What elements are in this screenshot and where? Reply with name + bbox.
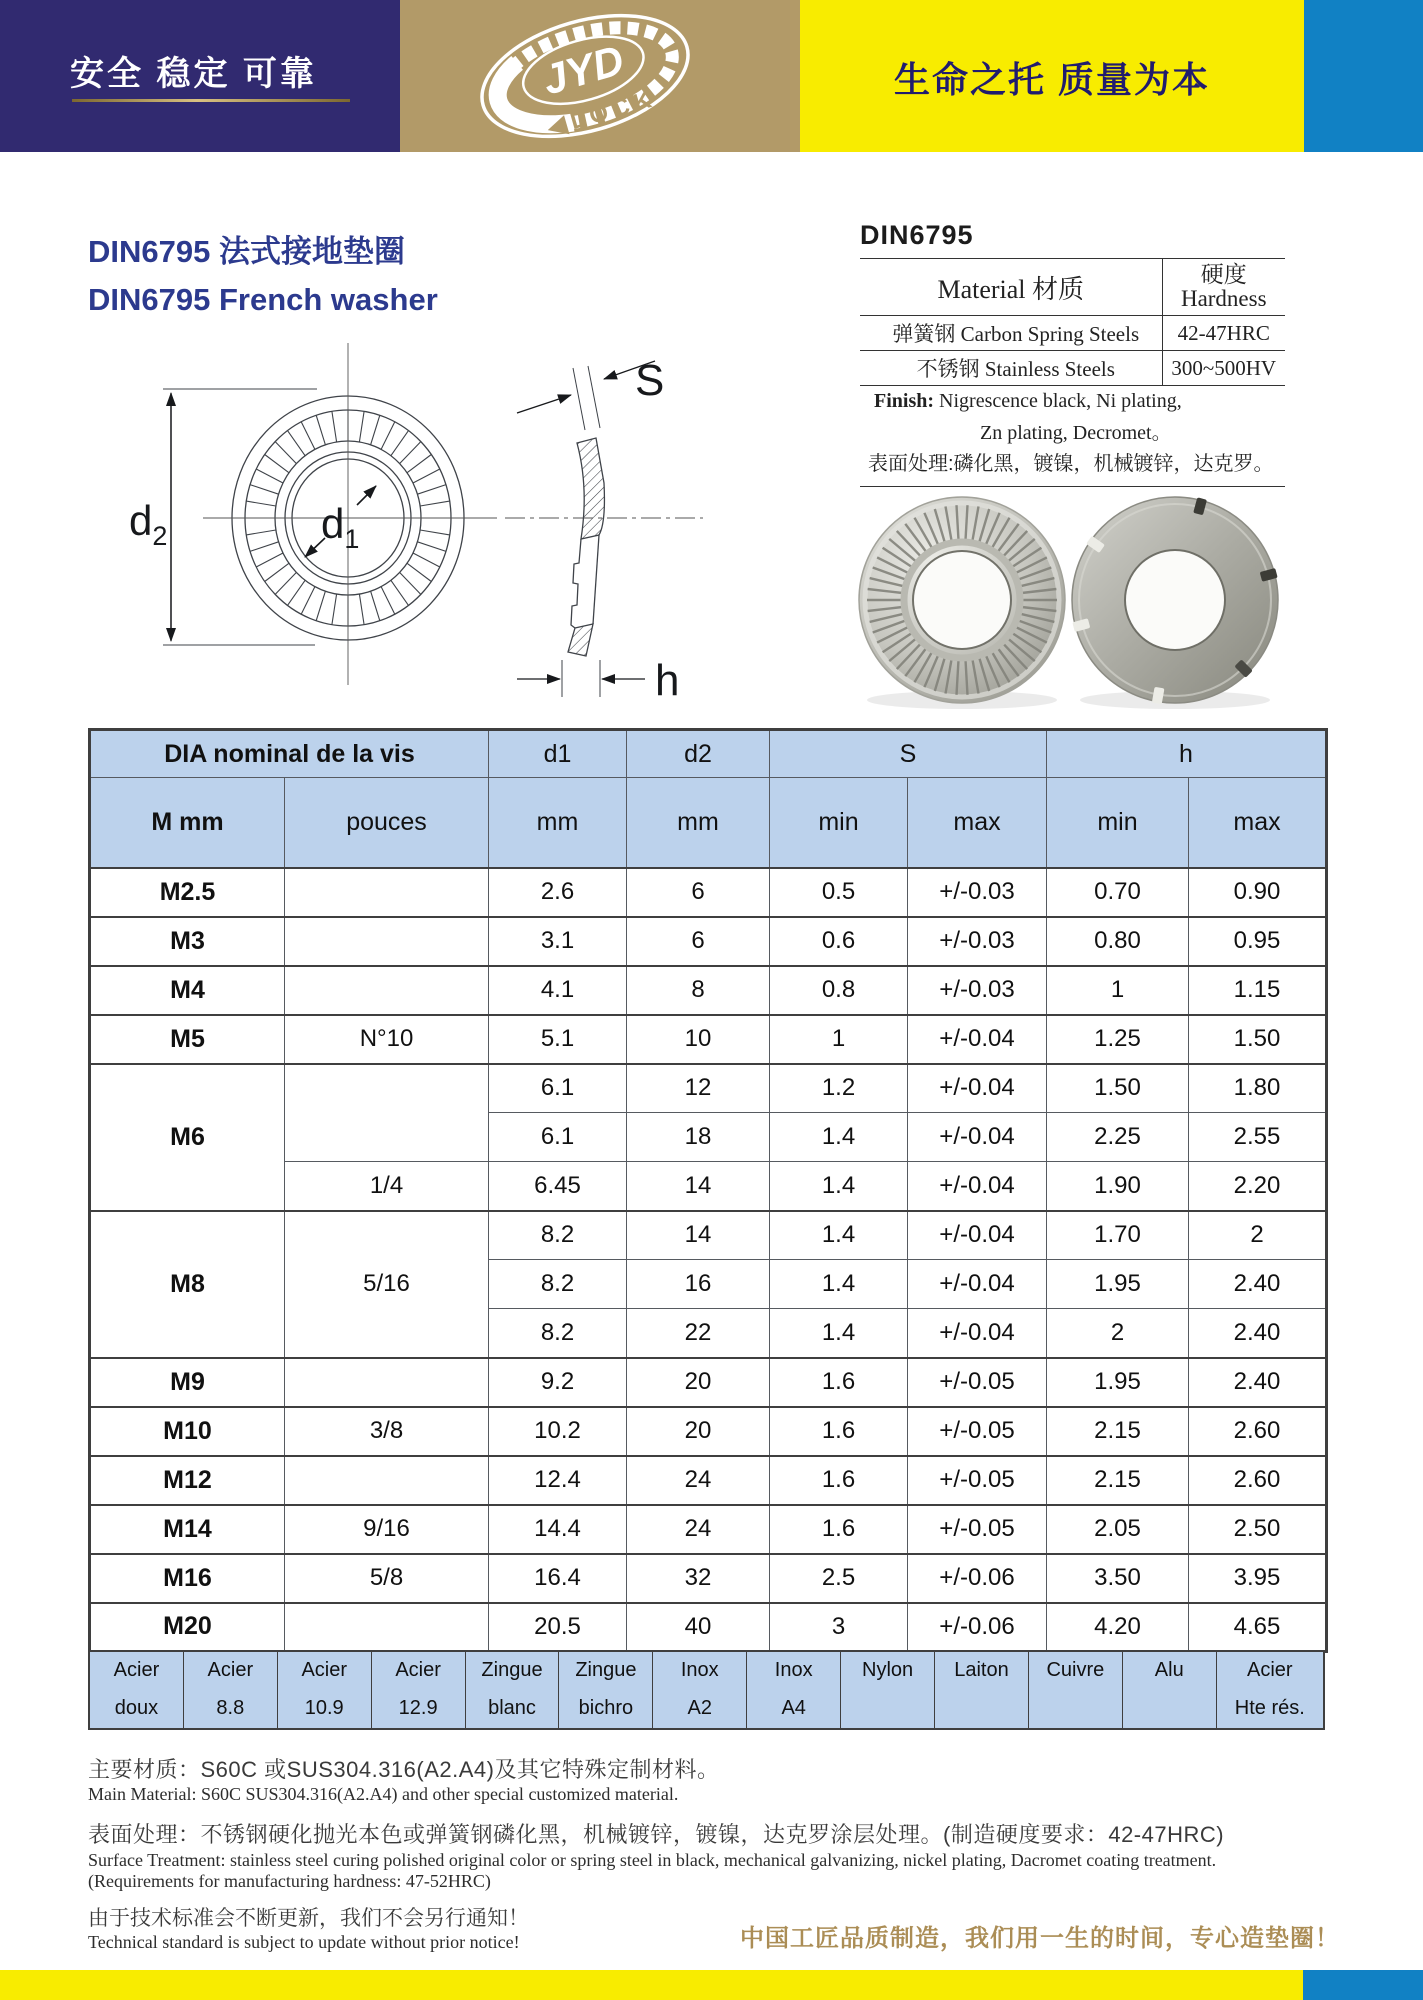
band-text: blanc xyxy=(488,1697,536,1719)
dim-cell: +/-0.03 xyxy=(908,917,1047,966)
dim-cell: 14.4 xyxy=(489,1505,627,1554)
serration-line xyxy=(265,563,289,581)
finish-line3: 表面处理:磷化黑，镀镍，机械镀锌，达克罗。 xyxy=(868,453,1274,475)
dim-cell: 32 xyxy=(627,1554,770,1603)
dim-cell: +/-0.03 xyxy=(908,966,1047,1015)
dim-cell xyxy=(285,966,489,1015)
col-mmm: M mm xyxy=(90,778,285,868)
dim-table-row xyxy=(90,1456,1327,1505)
surface-treatment-note-cn: 表面处理：不锈钢硬化抛光本色或弹簧钢磷化黑，机械镀锌，镀镍，达克罗涂层处理。(制造硬度要求：42-47HRC) xyxy=(88,1822,1225,1847)
col-hmax: max xyxy=(1189,778,1327,868)
dim-cell: 2.6 xyxy=(489,868,627,917)
serration-line xyxy=(400,572,421,594)
material-band-cell xyxy=(935,1652,1029,1728)
hardness-row-value: 42-47HRC xyxy=(1162,316,1285,351)
material-band-cell xyxy=(90,1652,184,1728)
size-cell: M3 xyxy=(90,917,285,966)
hardness-row-value: 300~500HV xyxy=(1162,351,1285,386)
dim-cell: 0.8 xyxy=(770,966,908,1015)
dim-cell: 8 xyxy=(627,966,770,1015)
dim-cell: 1.4 xyxy=(770,1309,908,1358)
dim-cell: 3/8 xyxy=(285,1407,489,1456)
dim-cell: +/-0.04 xyxy=(908,1113,1047,1162)
col-mm2: mm xyxy=(627,778,770,868)
band-text: Inox xyxy=(680,1659,719,1681)
main-material-note-cn: 主要材质：S60C 或SUS304.316(A2.A4)及其它特殊定制材料。 xyxy=(88,1757,720,1782)
d2-label: $d_2$ xyxy=(129,497,168,551)
serration-line xyxy=(407,563,431,581)
serration-line xyxy=(246,530,276,535)
dim-cell: 2.60 xyxy=(1189,1407,1327,1456)
dim-cell xyxy=(285,1358,489,1407)
serration-line xyxy=(256,553,283,567)
material-band-cell xyxy=(466,1652,560,1728)
dim-table-row xyxy=(90,1554,1327,1603)
dim-table-header2 xyxy=(90,778,1327,868)
dim-cell: 1.6 xyxy=(770,1358,908,1407)
serration-line xyxy=(256,469,283,483)
dim-cell: 2 xyxy=(1047,1309,1189,1358)
size-cell: M20 xyxy=(90,1603,285,1652)
band-text: Cuivre xyxy=(1046,1659,1105,1681)
serration-line xyxy=(359,411,364,442)
size-cell: M4 xyxy=(90,966,285,1015)
size-cell: M12 xyxy=(90,1456,285,1505)
h-label: h xyxy=(655,656,680,703)
band-text xyxy=(1073,1697,1079,1720)
dim-cell: 0.90 xyxy=(1189,868,1327,917)
spec-heading: DIN6795 xyxy=(860,220,974,250)
serration-line xyxy=(371,415,380,445)
dim-cell: 0.6 xyxy=(770,917,908,966)
banner-slogan-right: 生命之托 质量为本 xyxy=(893,59,1210,100)
dim-cell: 9/16 xyxy=(285,1505,489,1554)
dim-cell: 6 xyxy=(627,917,770,966)
smooth-washer-image xyxy=(1072,497,1278,709)
dim-cell: 0.5 xyxy=(770,868,908,917)
finish-block xyxy=(860,390,1285,487)
dim-table-row xyxy=(90,1505,1327,1554)
hardness-en: Hardness xyxy=(1180,286,1267,311)
hardness-cn: 硬度 xyxy=(1200,261,1247,287)
serration-line xyxy=(359,594,364,625)
dim-table-row xyxy=(90,1015,1327,1064)
serration-line xyxy=(246,501,276,506)
washer-technical-drawing xyxy=(85,283,725,703)
dim-table-row xyxy=(90,1211,1327,1260)
dim-cell: 1.4 xyxy=(770,1113,908,1162)
dim-table-row xyxy=(90,1407,1327,1456)
hardness-requirement-note: (Requirements for manufacturing hardness: 47-52HRC) xyxy=(88,1871,491,1891)
dim-table-row xyxy=(90,1603,1327,1652)
material-band-cell xyxy=(841,1652,935,1728)
col-d1: d1 xyxy=(489,730,627,778)
serration-line xyxy=(381,422,395,450)
col-dia: DIA nominal de la vis xyxy=(90,730,489,778)
update-notice-en: Technical standard is subject to update without prior notice! xyxy=(88,1932,520,1952)
dim-cell: 1.15 xyxy=(1189,966,1327,1015)
dim-cell: +/-0.05 xyxy=(908,1505,1047,1554)
band-text: 8.8 xyxy=(216,1697,245,1719)
serration-line xyxy=(391,431,409,456)
band-text: Acier xyxy=(301,1659,348,1681)
dim-cell xyxy=(285,917,489,966)
dim-cell: 20.5 xyxy=(489,1603,627,1652)
band-text: Zingue xyxy=(575,1659,637,1681)
dim-table-row xyxy=(90,1358,1327,1407)
col-pouces: pouces xyxy=(285,778,489,868)
size-cell: M2.5 xyxy=(90,868,285,917)
band-text: Acier xyxy=(395,1659,441,1681)
dim-cell: 3.95 xyxy=(1189,1554,1327,1603)
size-cell: M9 xyxy=(90,1358,285,1407)
strip-yellow xyxy=(0,1970,1303,2000)
dim-cell: 2.25 xyxy=(1047,1113,1189,1162)
band-text: 10.9 xyxy=(304,1697,344,1719)
dim-cell: 2 xyxy=(1189,1211,1327,1260)
dim-cell: 1.4 xyxy=(770,1211,908,1260)
gold-underline xyxy=(72,99,350,102)
material-row-value: 弹簧钢 Carbon Spring Steels xyxy=(860,316,1162,351)
material-band-cell xyxy=(1217,1652,1323,1728)
dim-cell: 8.2 xyxy=(489,1309,627,1358)
dimension-table xyxy=(88,728,1328,1653)
dim-cell: +/-0.06 xyxy=(908,1603,1047,1652)
size-cell: M6 xyxy=(90,1064,285,1211)
dim-cell: 2.60 xyxy=(1189,1456,1327,1505)
dim-cell: +/-0.04 xyxy=(908,1015,1047,1064)
footer-slogan: 中国工匠品质制造，我们用一生的时间，专心造垫圈！ xyxy=(740,1925,1340,1952)
serration-line xyxy=(316,415,325,445)
bottom-strip xyxy=(0,1970,1423,2000)
dim-cell: 1.6 xyxy=(770,1407,908,1456)
dim-cell: 40 xyxy=(627,1603,770,1652)
size-cell: M16 xyxy=(90,1554,285,1603)
col-h: h xyxy=(1047,730,1327,778)
dim-cell: 2.05 xyxy=(1047,1505,1189,1554)
dim-cell: 24 xyxy=(627,1505,770,1554)
dim-cell: 4.20 xyxy=(1047,1603,1189,1652)
serration-line xyxy=(420,530,450,535)
surface-treatment-note-en: Surface Treatment: stainless steel curing polished original color or spring steel in black, mechanical galvanizing, nickel plating, Dacromet coating treatment. xyxy=(88,1850,1217,1870)
dim-cell: 6.1 xyxy=(489,1064,627,1113)
band-text: doux xyxy=(114,1697,159,1719)
dim-cell: 0.70 xyxy=(1047,868,1189,917)
serration-line xyxy=(407,455,431,473)
dim-cell: 24 xyxy=(627,1456,770,1505)
dim-cell: 0.80 xyxy=(1047,917,1189,966)
main-material-note-en: Main Material: S60C SUS304.316(A2.A4) and other special customized material. xyxy=(88,1784,679,1804)
band-text: Alu xyxy=(1154,1659,1184,1681)
dim-cell: 2.40 xyxy=(1189,1260,1327,1309)
dim-table-row xyxy=(90,1064,1327,1113)
serration-line xyxy=(332,594,337,625)
material-band-cell xyxy=(1029,1652,1123,1728)
band-text: Acier xyxy=(113,1659,160,1681)
dim-cell: 2.55 xyxy=(1189,1113,1327,1162)
dim-cell: 20 xyxy=(627,1407,770,1456)
serration-line xyxy=(288,580,306,605)
dim-cell: 0.95 xyxy=(1189,917,1327,966)
serration-line xyxy=(301,422,315,450)
dim-cell: 2.15 xyxy=(1047,1456,1189,1505)
material-band-cell xyxy=(278,1652,372,1728)
dim-cell: 1.50 xyxy=(1047,1064,1189,1113)
dim-cell: 1.90 xyxy=(1047,1162,1189,1211)
finish-label: Finish: xyxy=(874,390,935,412)
page-title-cn: DIN6795 法式接地垫圈 xyxy=(88,234,405,269)
dim-cell: 8.2 xyxy=(489,1211,627,1260)
serration-line xyxy=(265,455,289,473)
band-text: A4 xyxy=(781,1697,806,1719)
serration-line xyxy=(301,587,315,615)
band-text: Acier xyxy=(207,1659,254,1681)
band-text: 12.9 xyxy=(398,1697,438,1719)
band-text: Inox xyxy=(774,1659,813,1681)
finish-line1 xyxy=(860,390,1285,413)
col-smin: min xyxy=(770,778,908,868)
material-row-value: 不锈钢 Stainless Steels xyxy=(860,351,1162,386)
s-label: S xyxy=(635,356,665,405)
serration-line xyxy=(316,591,325,621)
dim-cell: 1.95 xyxy=(1047,1260,1189,1309)
material-col-header: Material 材质 xyxy=(860,259,1162,316)
col-hmin: min xyxy=(1047,778,1189,868)
band-text: bichro xyxy=(578,1697,634,1719)
serration-line xyxy=(250,485,279,495)
dim-cell: 20 xyxy=(627,1358,770,1407)
col-smax: max xyxy=(908,778,1047,868)
material-band-cell xyxy=(372,1652,466,1728)
dim-cell: 14 xyxy=(627,1162,770,1211)
dim-table-header1 xyxy=(90,730,1327,778)
dim-table-row xyxy=(90,917,1327,966)
dim-cell: 14 xyxy=(627,1211,770,1260)
dim-cell: 18 xyxy=(627,1113,770,1162)
banner-blue-block xyxy=(1304,0,1423,152)
serration-line xyxy=(275,442,296,464)
col-d2: d2 xyxy=(627,730,770,778)
serration-line xyxy=(391,580,409,605)
finish-line2: Zn plating, Decromet。 xyxy=(980,422,1172,444)
dim-cell: 1.4 xyxy=(770,1162,908,1211)
dim-cell: 2.15 xyxy=(1047,1407,1189,1456)
dim-table-row xyxy=(90,966,1327,1015)
dim-cell: 1.80 xyxy=(1189,1064,1327,1113)
band-text xyxy=(885,1697,891,1720)
top-banner xyxy=(0,0,1423,152)
dim-cell: 1.70 xyxy=(1047,1211,1189,1260)
update-notice-cn: 由于技术标准会不断更新，我们不会另行通知！ xyxy=(88,1907,529,1930)
band-text xyxy=(1166,1697,1172,1720)
serration-line xyxy=(417,485,446,495)
svg-text:JYD: JYD xyxy=(537,35,629,104)
dim-cell: 10 xyxy=(627,1015,770,1064)
material-hardness-table xyxy=(860,258,1285,386)
serration-line xyxy=(250,542,279,552)
serration-line xyxy=(288,431,306,456)
dim-cell: 5/8 xyxy=(285,1554,489,1603)
dim-cell: +/-0.06 xyxy=(908,1554,1047,1603)
serration-line xyxy=(413,553,440,567)
dim-cell: 1.95 xyxy=(1047,1358,1189,1407)
dim-cell: 6.1 xyxy=(489,1113,627,1162)
dim-cell: 5/16 xyxy=(285,1211,489,1358)
dim-cell: 2.50 xyxy=(1189,1505,1327,1554)
band-text: Zingue xyxy=(481,1659,543,1681)
finish-text1: Nigrescence black, Ni plating, xyxy=(934,390,1182,412)
dim-cell: +/-0.03 xyxy=(908,868,1047,917)
band-text: Nylon xyxy=(862,1659,914,1681)
strip-blue xyxy=(1303,1970,1423,2000)
dim-cell xyxy=(285,1064,489,1162)
band-text: Laiton xyxy=(954,1659,1009,1681)
material-band-cell xyxy=(747,1652,841,1728)
dim-cell: 2.20 xyxy=(1189,1162,1327,1211)
dim-cell: 6 xyxy=(627,868,770,917)
material-band-cell xyxy=(184,1652,278,1728)
dim-cell: 12.4 xyxy=(489,1456,627,1505)
dim-cell: +/-0.04 xyxy=(908,1064,1047,1113)
col-s: S xyxy=(770,730,1047,778)
dim-cell: +/-0.04 xyxy=(908,1309,1047,1358)
banner-slogan-left: 安全 稳定 可靠 xyxy=(70,55,317,93)
dim-cell: 1.50 xyxy=(1189,1015,1327,1064)
dim-cell xyxy=(285,1603,489,1652)
dim-cell: 1.6 xyxy=(770,1456,908,1505)
dim-cell: +/-0.04 xyxy=(908,1260,1047,1309)
dim-cell xyxy=(285,868,489,917)
dim-cell: +/-0.05 xyxy=(908,1456,1047,1505)
material-band-cell xyxy=(653,1652,747,1728)
material-band-cell xyxy=(559,1652,653,1728)
svg-text:◀LOCK: ◀LOCK xyxy=(544,84,660,142)
serration-line xyxy=(420,501,450,506)
dim-cell: 3.50 xyxy=(1047,1554,1189,1603)
dim-cell: 2.40 xyxy=(1189,1358,1327,1407)
dim-cell: 2.40 xyxy=(1189,1309,1327,1358)
dim-cell: 4.65 xyxy=(1189,1603,1327,1652)
serrated-washer-image xyxy=(859,497,1065,709)
dim-cell: 1 xyxy=(1047,966,1189,1015)
dim-cell: 4.1 xyxy=(489,966,627,1015)
dim-cell: +/-0.04 xyxy=(908,1162,1047,1211)
washer-product-photo xyxy=(850,478,1320,726)
dim-cell: 6.45 xyxy=(489,1162,627,1211)
dim-cell xyxy=(285,1456,489,1505)
dim-cell: +/-0.05 xyxy=(908,1358,1047,1407)
dim-cell: 9.2 xyxy=(489,1358,627,1407)
band-text: Acier xyxy=(1247,1659,1293,1681)
dim-table-row xyxy=(90,868,1327,917)
dim-cell: 1 xyxy=(770,1015,908,1064)
dim-cell: 5.1 xyxy=(489,1015,627,1064)
dim-cell: 3.1 xyxy=(489,917,627,966)
size-cell: M10 xyxy=(90,1407,285,1456)
hardness-col-header xyxy=(1162,259,1285,316)
dim-cell: +/-0.05 xyxy=(908,1407,1047,1456)
serration-line xyxy=(332,411,337,442)
size-cell: M8 xyxy=(90,1211,285,1358)
material-band-cell xyxy=(1123,1652,1217,1728)
page-title-en: DIN6795 French washer xyxy=(88,282,438,317)
serration-line xyxy=(381,587,395,615)
band-text: Hte rés. xyxy=(1234,1697,1305,1719)
dim-cell: 16.4 xyxy=(489,1554,627,1603)
dim-cell: 1.6 xyxy=(770,1505,908,1554)
dim-cell: 1/4 xyxy=(285,1162,489,1211)
jyd-lock-logo-icon xyxy=(455,8,715,144)
dim-cell: 22 xyxy=(627,1309,770,1358)
dim-cell: 16 xyxy=(627,1260,770,1309)
serration-line xyxy=(400,442,421,464)
material-options-band xyxy=(88,1650,1325,1730)
dim-cell: 12 xyxy=(627,1064,770,1113)
serration-line xyxy=(413,469,440,483)
band-text xyxy=(979,1697,985,1720)
serration-line xyxy=(417,542,446,552)
dim-cell: 2.5 xyxy=(770,1554,908,1603)
serration-line xyxy=(275,572,296,594)
dim-cell: 3 xyxy=(770,1603,908,1652)
dim-cell: +/-0.04 xyxy=(908,1211,1047,1260)
dim-cell: 8.2 xyxy=(489,1260,627,1309)
dim-cell: N°10 xyxy=(285,1015,489,1064)
serration-line xyxy=(371,591,380,621)
col-mm1: mm xyxy=(489,778,627,868)
size-cell: M5 xyxy=(90,1015,285,1064)
dim-cell: 1.25 xyxy=(1047,1015,1189,1064)
dim-cell: 10.2 xyxy=(489,1407,627,1456)
dim-cell: 1.2 xyxy=(770,1064,908,1113)
band-text: A2 xyxy=(687,1697,713,1719)
dim-cell: 1.4 xyxy=(770,1260,908,1309)
d1-label: $d_1$ xyxy=(321,500,360,554)
size-cell: M14 xyxy=(90,1505,285,1554)
